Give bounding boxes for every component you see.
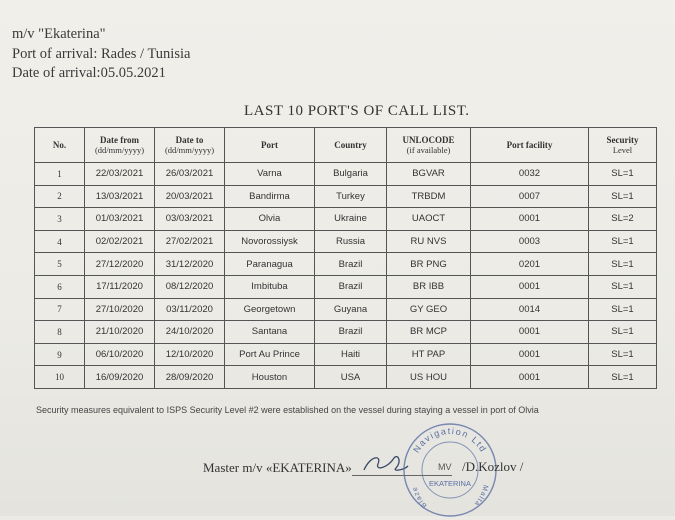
cell-port-facility: 0001	[471, 343, 589, 366]
stamp-left-text: Blaze	[411, 485, 429, 509]
table-row	[35, 321, 657, 344]
cell-country: USA	[315, 366, 387, 389]
cell-unlocode: BGVAR	[387, 163, 471, 186]
cell-date-to: 26/03/2021	[155, 163, 225, 186]
svg-text:Malta	[472, 484, 488, 507]
header-date-from: Date from (dd/mm/yyyy)	[85, 128, 155, 163]
cell-country: Brazil	[315, 321, 387, 344]
document-title: LAST 10 PORT'S OF CALL LIST.	[244, 103, 470, 119]
cell-unlocode: BR MCP	[387, 321, 471, 344]
master-label: Master m/v «EKATERINA»	[203, 460, 352, 475]
cell-date-to: 27/02/2021	[155, 230, 225, 253]
cell-port: Houston	[225, 366, 315, 389]
cell-no: 4	[35, 230, 85, 253]
cell-date-from: 27/10/2020	[85, 298, 155, 321]
table-row	[35, 253, 657, 276]
cell-security-level: SL=1	[589, 366, 657, 389]
cell-port-facility: 0001	[471, 275, 589, 298]
cell-date-from: 22/03/2021	[85, 163, 155, 186]
table-row	[35, 208, 657, 231]
ports-of-call-table	[34, 127, 657, 389]
cell-security-level: SL=1	[589, 343, 657, 366]
cell-port-facility: 0001	[471, 321, 589, 344]
cell-date-from: 02/02/2021	[85, 230, 155, 253]
table-row	[35, 298, 657, 321]
cell-unlocode: BR PNG	[387, 253, 471, 276]
cell-security-level: SL=1	[589, 321, 657, 344]
cell-port-facility: 0201	[471, 253, 589, 276]
vessel-name: m/v "Ekaterina"	[12, 26, 106, 42]
header-country: Country	[315, 128, 387, 163]
cell-port: Imbituba	[225, 275, 315, 298]
cell-no: 3	[35, 208, 85, 231]
cell-date-to: 03/03/2021	[155, 208, 225, 231]
cell-unlocode: GY GEO	[387, 298, 471, 321]
cell-no: 2	[35, 185, 85, 208]
cell-port: Novorossiysk	[225, 230, 315, 253]
table-row	[35, 275, 657, 298]
cell-port-facility: 0001	[471, 366, 589, 389]
cell-port: Olvia	[225, 208, 315, 231]
cell-security-level: SL=1	[589, 253, 657, 276]
master-name: /D.Kozlov /	[462, 459, 524, 474]
cell-unlocode: RU NVS	[387, 230, 471, 253]
cell-security-level: SL=1	[589, 230, 657, 253]
cell-port: Port Au Prince	[225, 343, 315, 366]
table-row	[35, 343, 657, 366]
cell-port: Santana	[225, 321, 315, 344]
security-note: Security measures equivalent to ISPS Security Level #2 were established on the vessel during staying a vessel in port of Olvia	[36, 405, 539, 415]
cell-date-from: 27/12/2020	[85, 253, 155, 276]
cell-security-level: SL=1	[589, 298, 657, 321]
cell-date-to: 08/12/2020	[155, 275, 225, 298]
table-header-row	[35, 128, 657, 163]
cell-date-from: 06/10/2020	[85, 343, 155, 366]
header-port-facility: Port facility	[471, 128, 589, 163]
cell-country: Russia	[315, 230, 387, 253]
cell-port-facility: 0032	[471, 163, 589, 186]
cell-country: Guyana	[315, 298, 387, 321]
cell-country: Brazil	[315, 275, 387, 298]
cell-date-from: 01/03/2021	[85, 208, 155, 231]
table-row	[35, 163, 657, 186]
cell-no: 10	[35, 366, 85, 389]
table-row	[35, 230, 657, 253]
cell-no: 1	[35, 163, 85, 186]
cell-country: Bulgaria	[315, 163, 387, 186]
cell-unlocode: BR IBB	[387, 275, 471, 298]
cell-no: 7	[35, 298, 85, 321]
cell-date-to: 03/11/2020	[155, 298, 225, 321]
cell-unlocode: UAOCT	[387, 208, 471, 231]
cell-country: Haiti	[315, 343, 387, 366]
cell-port: Paranagua	[225, 253, 315, 276]
cell-date-to: 24/10/2020	[155, 321, 225, 344]
cell-country: Brazil	[315, 253, 387, 276]
table-row	[35, 185, 657, 208]
header-no: No.	[35, 128, 85, 163]
cell-security-level: SL=2	[589, 208, 657, 231]
cell-date-from: 13/03/2021	[85, 185, 155, 208]
cell-port: Varna	[225, 163, 315, 186]
cell-date-from: 16/09/2020	[85, 366, 155, 389]
cell-no: 6	[35, 275, 85, 298]
cell-port-facility: 0007	[471, 185, 589, 208]
header-unlocode: UNLOCODE (if available)	[387, 128, 471, 163]
cell-port: Bandirma	[225, 185, 315, 208]
cell-no: 9	[35, 343, 85, 366]
header-date-to: Date to (dd/mm/yyyy)	[155, 128, 225, 163]
cell-date-to: 28/09/2020	[155, 366, 225, 389]
cell-date-to: 12/10/2020	[155, 343, 225, 366]
cell-port: Georgetown	[225, 298, 315, 321]
cell-unlocode: US HOU	[387, 366, 471, 389]
mv-label: MV	[438, 462, 452, 472]
cell-security-level: SL=1	[589, 275, 657, 298]
cell-port-facility: 0003	[471, 230, 589, 253]
cell-no: 8	[35, 321, 85, 344]
cell-date-from: 17/11/2020	[85, 275, 155, 298]
cell-unlocode: HT PAP	[387, 343, 471, 366]
cell-port-facility: 0014	[471, 298, 589, 321]
cell-security-level: SL=1	[589, 163, 657, 186]
header-port: Port	[225, 128, 315, 163]
cell-date-to: 20/03/2021	[155, 185, 225, 208]
cell-unlocode: TRBDM	[387, 185, 471, 208]
cell-country: Turkey	[315, 185, 387, 208]
cell-no: 5	[35, 253, 85, 276]
svg-text:Navigation Ltd	[411, 426, 489, 454]
date-of-arrival: Date of arrival:05.05.2021	[12, 65, 166, 81]
cell-port-facility: 0001	[471, 208, 589, 231]
cell-date-from: 21/10/2020	[85, 321, 155, 344]
port-of-arrival: Port of arrival: Rades / Tunisia	[12, 46, 191, 62]
header-security-level: Security Level	[589, 128, 657, 163]
stamp-side-text: Malta	[472, 484, 489, 508]
table-row	[35, 366, 657, 389]
cell-date-to: 31/12/2020	[155, 253, 225, 276]
cell-security-level: SL=1	[589, 185, 657, 208]
stamp-center-text: EKATERINA	[429, 479, 471, 488]
cell-country: Ukraine	[315, 208, 387, 231]
stamp-top-text: Navigation Ltd	[411, 425, 489, 455]
